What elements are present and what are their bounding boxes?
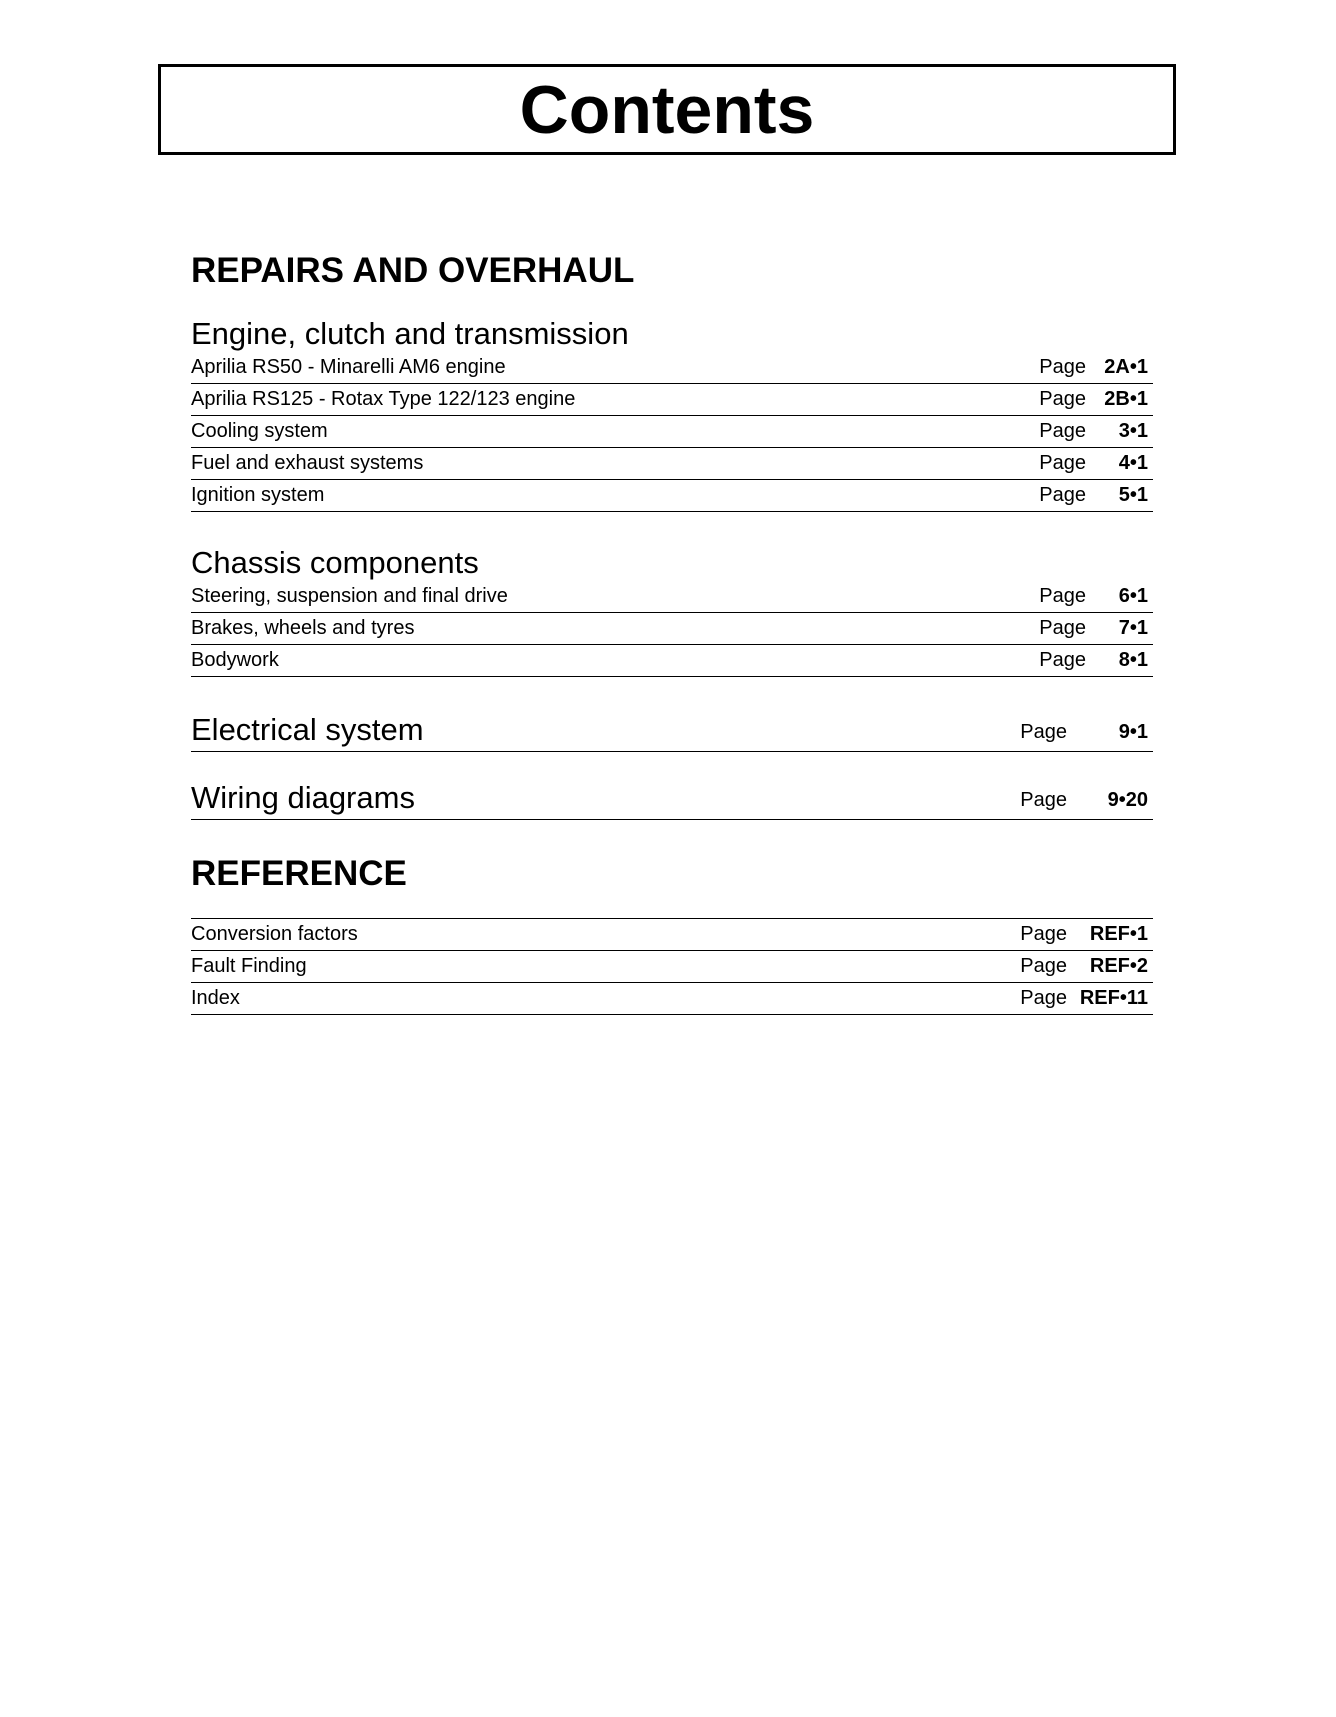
page-number: 9•1 <box>1118 721 1148 743</box>
toc-entry-steering-suspension[interactable] <box>191 581 1153 613</box>
toc-entry-label: Bodywork <box>191 649 279 671</box>
toc-entry-label: Ignition system <box>191 484 325 506</box>
toc-entry-rs50-engine[interactable] <box>191 352 1153 384</box>
page-word: Page <box>1039 452 1086 474</box>
page-word: Page <box>1039 649 1086 671</box>
toc-entry-label: Steering, suspension and final drive <box>191 585 508 607</box>
toc-entry-label: Cooling system <box>191 420 328 442</box>
page-word: Page <box>1039 420 1086 442</box>
reference-list <box>191 918 1153 1015</box>
toc-entry-label: Aprilia RS125 - Rotax Type 122/123 engine <box>191 388 576 410</box>
toc-entry-wiring-diagrams[interactable] <box>191 778 1153 820</box>
page-word: Page <box>1039 388 1086 410</box>
page-word: Page <box>1020 721 1067 743</box>
section-heading-chassis: Chassis components <box>191 545 479 580</box>
toc-entry-electrical-system[interactable] <box>191 710 1153 752</box>
chassis-list <box>191 581 1153 677</box>
section-heading-engine: Engine, clutch and transmission <box>191 316 629 351</box>
toc-entry-fuel-exhaust[interactable] <box>191 448 1153 480</box>
page-word: Page <box>1039 585 1086 607</box>
page-number: 9•20 <box>1107 789 1148 811</box>
toc-entry-label: Index <box>191 987 240 1009</box>
toc-entry-index[interactable] <box>191 983 1153 1015</box>
toc-entry-bodywork[interactable] <box>191 645 1153 677</box>
title-box <box>158 64 1176 155</box>
toc-entry-label: Fault Finding <box>191 955 307 977</box>
toc-entry-cooling-system[interactable] <box>191 416 1153 448</box>
page-word: Page <box>1039 617 1086 639</box>
toc-entry-label: Electrical system <box>191 712 424 747</box>
page-number: 2A•1 <box>1104 356 1148 378</box>
page-word: Page <box>1020 923 1067 945</box>
page-word: Page <box>1039 484 1086 506</box>
engine-list <box>191 352 1153 512</box>
page-word: Page <box>1020 987 1067 1009</box>
page-number: REF•2 <box>1089 955 1148 977</box>
page-word: Page <box>1020 789 1067 811</box>
page-number: 8•1 <box>1118 649 1148 671</box>
toc-entry-label: Fuel and exhaust systems <box>191 452 424 474</box>
page-number: 4•1 <box>1118 452 1148 474</box>
toc-entry-rs125-engine[interactable] <box>191 384 1153 416</box>
toc-entry-label: Brakes, wheels and tyres <box>191 617 415 639</box>
page-title: Contents <box>519 71 815 148</box>
page-word: Page <box>1020 955 1067 977</box>
toc-entry-label: Conversion factors <box>191 923 358 945</box>
toc-entry-label: Aprilia RS50 - Minarelli AM6 engine <box>191 356 506 378</box>
toc-entry-label: Wiring diagrams <box>191 780 415 815</box>
page-number: 3•1 <box>1118 420 1148 442</box>
page-number: 2B•1 <box>1104 388 1148 410</box>
part-heading-reference: REFERENCE <box>191 854 407 893</box>
toc-entry-conversion-factors[interactable] <box>191 919 1153 951</box>
page-number: REF•11 <box>1079 987 1148 1009</box>
page-word: Page <box>1039 356 1086 378</box>
toc-entry-ignition-system[interactable] <box>191 480 1153 512</box>
toc-entry-brakes-wheels[interactable] <box>191 613 1153 645</box>
toc-entry-fault-finding[interactable] <box>191 951 1153 983</box>
page-number: REF•1 <box>1089 923 1148 945</box>
part-heading-repairs: REPAIRS AND OVERHAUL <box>191 251 635 290</box>
page-number: 7•1 <box>1118 617 1148 639</box>
page-number: 5•1 <box>1118 484 1148 506</box>
page-number: 6•1 <box>1118 585 1148 607</box>
